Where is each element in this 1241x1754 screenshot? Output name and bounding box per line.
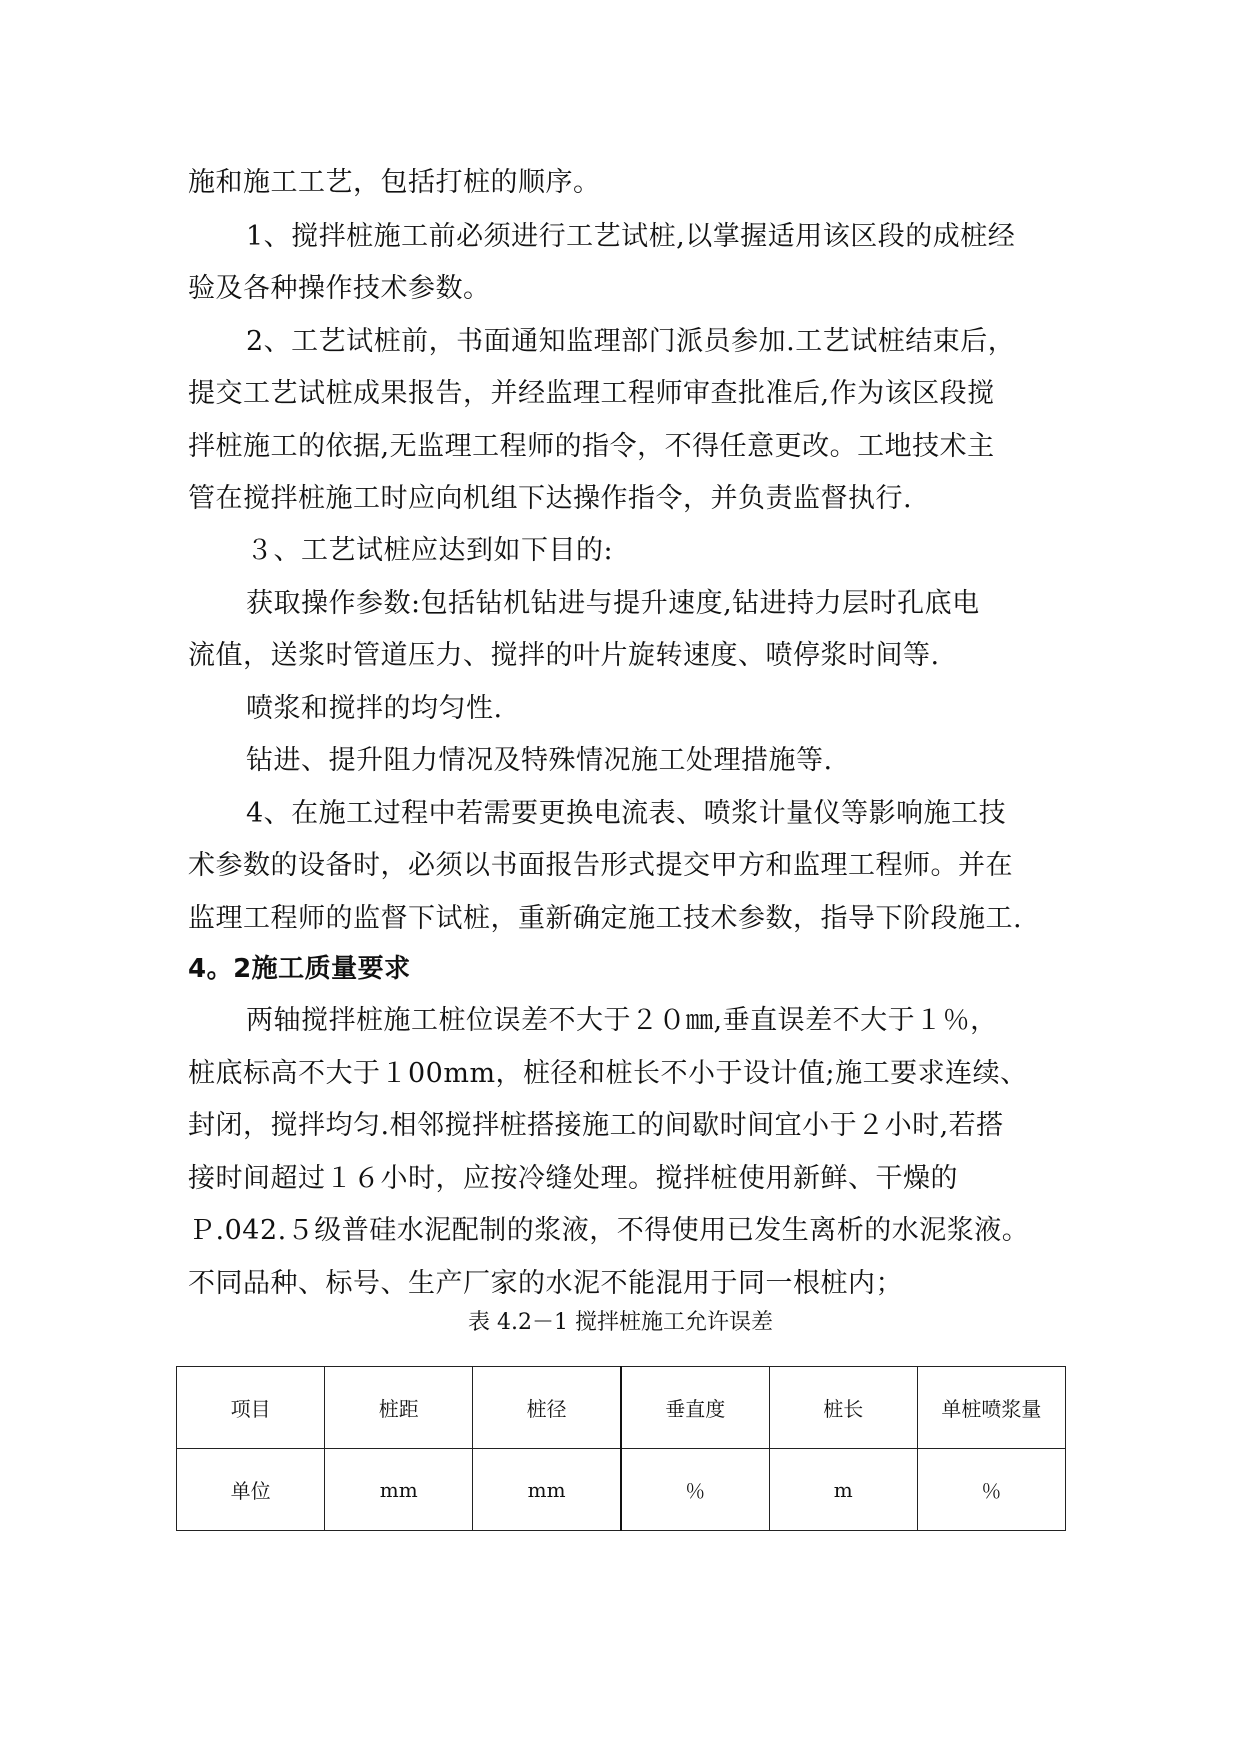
paragraph-line: 1、搅拌桩施工前必须进行工艺试桩,以掌握适用该区段的成桩经 bbox=[246, 221, 1016, 252]
table-cell: mm bbox=[473, 1449, 621, 1531]
table-cell: m bbox=[769, 1449, 917, 1531]
table-cell: 单位 bbox=[177, 1449, 325, 1531]
table-cell: mm bbox=[325, 1449, 473, 1531]
section-heading: 4。2施工质量要求 bbox=[188, 954, 411, 984]
paragraph-line: 钻进、提升阻力情况及特殊情况施工处理措施等. bbox=[246, 745, 833, 776]
paragraph-line: 提交工艺试桩成果报告，并经监理工程师审查批准后,作为该区段搅 bbox=[188, 378, 995, 409]
paragraph-line: 喷浆和搅拌的均匀性. bbox=[246, 693, 503, 724]
paragraph-line: 拌桩施工的依据,无监理工程师的指令，不得任意更改。工地技术主 bbox=[188, 431, 995, 462]
paragraph-line: 2、工艺试桩前，书面通知监理部门派员参加.工艺试桩结束后， bbox=[246, 326, 1016, 357]
table-cell: 桩距 bbox=[325, 1367, 473, 1449]
table-header-row bbox=[177, 1367, 1066, 1449]
paragraph-line: 验及各种操作技术参数。 bbox=[188, 273, 491, 304]
paragraph-line: 监理工程师的监督下试桩，重新确定施工技术参数，指导下阶段施工. bbox=[188, 903, 1023, 934]
table-cell: 项目 bbox=[177, 1367, 325, 1449]
table-caption: 表 4.2－1 搅拌桩施工允许误差 bbox=[468, 1310, 773, 1335]
table-cell: 垂直度 bbox=[621, 1367, 769, 1449]
paragraph-line: Ｐ.042.５级普硅水泥配制的浆液，不得使用已发生离析的水泥浆液。 bbox=[188, 1215, 1030, 1246]
paragraph-line: ３、工艺试桩应达到如下目的: bbox=[246, 535, 614, 566]
table-cell: 桩径 bbox=[473, 1367, 621, 1449]
table-cell: ％ bbox=[917, 1449, 1065, 1531]
paragraph-line: 桩底标高不大于１00mm，桩径和桩长不小于设计值;施工要求连续、 bbox=[188, 1058, 1028, 1089]
table-cell: 单桩喷浆量 bbox=[917, 1367, 1065, 1449]
paragraph-line: 4、在施工过程中若需要更换电流表、喷浆计量仪等影响施工技 bbox=[246, 798, 1007, 829]
paragraph-line: 两轴搅拌桩施工桩位误差不大于２０㎜,垂直误差不大于１％， bbox=[246, 1005, 998, 1036]
table-row bbox=[177, 1449, 1066, 1531]
table-cell: ％ bbox=[621, 1449, 769, 1531]
paragraph-line: 不同品种、标号、生产厂家的水泥不能混用于同一根桩内； bbox=[188, 1268, 903, 1299]
paragraph-line: 术参数的设备时，必须以书面报告形式提交甲方和监理工程师。并在 bbox=[188, 850, 1013, 881]
paragraph-line: 管在搅拌桩施工时应向机组下达操作指令，并负责监督执行. bbox=[188, 483, 913, 514]
tolerance-table bbox=[176, 1366, 1066, 1531]
table-cell: 桩长 bbox=[769, 1367, 917, 1449]
paragraph-line: 施和施工工艺，包括打桩的顺序。 bbox=[188, 167, 601, 198]
paragraph-line: 流值，送浆时管道压力、搅拌的叶片旋转速度、喷停浆时间等. bbox=[188, 640, 940, 671]
paragraph-line: 接时间超过１６小时，应按冷缝处理。搅拌桩使用新鲜、干燥的 bbox=[188, 1163, 958, 1194]
paragraph-line: 获取操作参数:包括钻机钻进与提升速度,钻进持力层时孔底电 bbox=[246, 588, 980, 619]
paragraph-line: 封闭，搅拌均匀.相邻搅拌桩搭接施工的间歇时间宜小于２小时,若搭 bbox=[188, 1110, 1004, 1141]
